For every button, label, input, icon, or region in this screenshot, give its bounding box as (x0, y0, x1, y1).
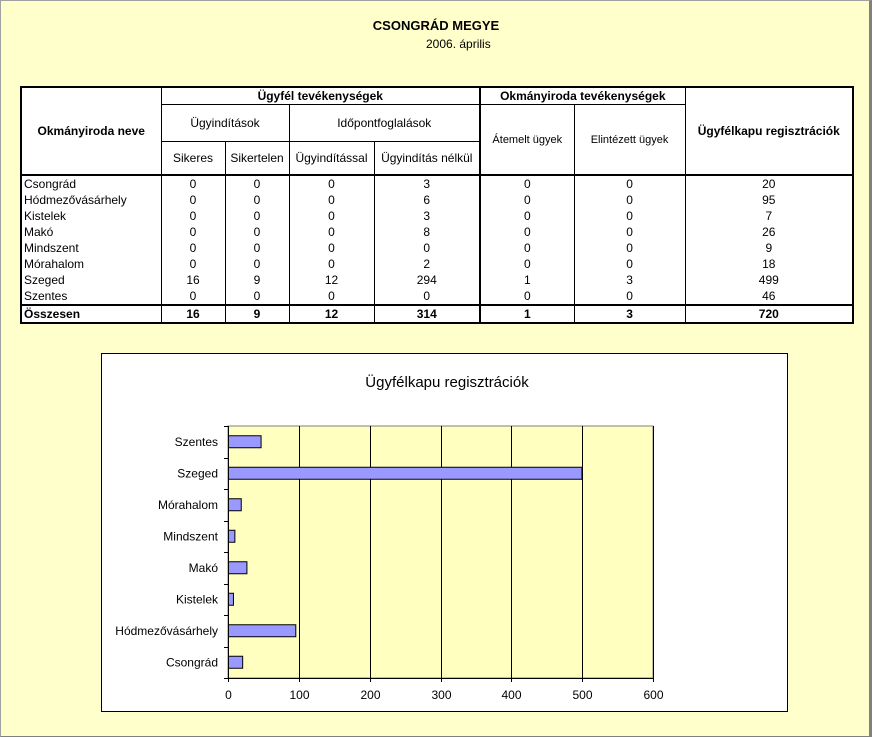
plot-area (228, 426, 653, 678)
value-cell: 0 (225, 224, 289, 240)
value-cell: 0 (161, 240, 225, 256)
value-cell: 0 (289, 256, 374, 272)
office-name-cell: Szentes (21, 288, 161, 305)
header-fail: Sikertelen (225, 142, 289, 176)
y-tick-label: Szentes (174, 434, 218, 449)
table-row (21, 224, 853, 240)
table-row (21, 272, 853, 288)
header-processed: Elintézett ügyek (574, 105, 685, 176)
value-cell: 9 (685, 240, 853, 256)
header-office-name: Okmányiroda neve (21, 87, 161, 175)
value-cell: 0 (289, 175, 374, 192)
value-cell: 0 (161, 208, 225, 224)
value-cell: 0 (161, 256, 225, 272)
bar (229, 562, 247, 574)
value-cell: 0 (289, 240, 374, 256)
value-cell: 0 (225, 192, 289, 208)
value-cell: 0 (480, 240, 574, 256)
value-cell: 314 (374, 305, 480, 323)
table-row (21, 288, 853, 305)
value-cell: 0 (374, 240, 480, 256)
value-cell: 0 (225, 288, 289, 305)
value-cell: 7 (685, 208, 853, 224)
bar (229, 436, 262, 448)
value-cell: 499 (685, 272, 853, 288)
y-tick-label: Hódmezővásárhely (115, 623, 218, 638)
page-subtitle: 2006. április (426, 37, 491, 51)
value-cell: 0 (161, 192, 225, 208)
value-cell: 9 (225, 305, 289, 323)
office-name-cell: Makó (21, 224, 161, 240)
table-row (21, 175, 853, 192)
header-appointments: Időpontfoglalások (289, 105, 480, 142)
value-cell: 0 (574, 192, 685, 208)
header-office-activities: Okmányiroda tevékenységek (480, 87, 685, 105)
y-tick-label: Mindszent (163, 529, 218, 544)
value-cell: 0 (225, 175, 289, 192)
bar (229, 530, 235, 542)
value-cell: 720 (685, 305, 853, 323)
bar (229, 467, 582, 479)
x-tick-label: 400 (501, 688, 522, 702)
office-name-cell: Mindszent (21, 240, 161, 256)
table-row (21, 192, 853, 208)
value-cell: 95 (685, 192, 853, 208)
y-tick-label: Mórahalom (157, 497, 218, 512)
value-cell: 18 (685, 256, 853, 272)
value-cell: 1 (480, 272, 574, 288)
value-cell: 9 (225, 272, 289, 288)
bar (229, 499, 242, 511)
header-transferred: Átemelt ügyek (480, 105, 574, 176)
y-tick-label: Makó (188, 560, 218, 575)
value-cell: 0 (161, 175, 225, 192)
bar (229, 656, 243, 668)
header-with-init: Ügyindítással (289, 142, 374, 176)
value-cell: 16 (161, 305, 225, 323)
table-row (21, 256, 853, 272)
header-without-init: Ügyindítás nélkül (374, 142, 480, 176)
value-cell: 0 (289, 224, 374, 240)
office-name-cell: Hódmezővásárhely (21, 192, 161, 208)
table-row (21, 240, 853, 256)
value-cell: 0 (574, 288, 685, 305)
value-cell: 0 (480, 192, 574, 208)
y-tick-label: Szeged (177, 466, 218, 481)
value-cell: 0 (574, 175, 685, 192)
office-name-cell: Kistelek (21, 208, 161, 224)
value-cell: 0 (161, 288, 225, 305)
page-title: CSONGRÁD MEGYE (372, 18, 500, 33)
x-tick-label: 300 (431, 688, 452, 702)
value-cell: 0 (480, 288, 574, 305)
chart-title: Ügyfélkapu regisztrációk (365, 374, 529, 391)
office-name-cell: Összesen (21, 305, 161, 323)
value-cell: 0 (480, 208, 574, 224)
value-cell: 1 (480, 305, 574, 323)
office-name-cell: Szeged (21, 272, 161, 288)
value-cell: 3 (374, 208, 480, 224)
value-cell: 2 (374, 256, 480, 272)
value-cell: 0 (480, 175, 574, 192)
value-cell: 0 (574, 224, 685, 240)
value-cell: 294 (374, 272, 480, 288)
header-registrations: Ügyfélkapu regisztrációk (685, 87, 853, 175)
y-tick-label: Kistelek (175, 592, 218, 607)
bar (229, 625, 296, 637)
registrations-chart (101, 353, 788, 712)
value-cell: 0 (574, 240, 685, 256)
x-tick-label: 100 (289, 688, 310, 702)
x-tick-label: 0 (225, 688, 232, 702)
value-cell: 46 (685, 288, 853, 305)
value-cell: 12 (289, 272, 374, 288)
office-name-cell: Mórahalom (21, 256, 161, 272)
value-cell: 8 (374, 224, 480, 240)
table-total-row (21, 305, 853, 323)
value-cell: 0 (225, 256, 289, 272)
chart-svg (102, 354, 787, 711)
x-tick-label: 600 (643, 688, 664, 702)
value-cell: 12 (289, 305, 374, 323)
value-cell: 0 (161, 224, 225, 240)
value-cell: 0 (225, 240, 289, 256)
office-name-cell: Csongrád (21, 175, 161, 192)
value-cell: 16 (161, 272, 225, 288)
value-cell: 3 (574, 272, 685, 288)
y-tick-label: Csongrád (165, 655, 218, 670)
value-cell: 0 (480, 224, 574, 240)
x-tick-label: 200 (360, 688, 381, 702)
value-cell: 0 (289, 192, 374, 208)
value-cell: 3 (574, 305, 685, 323)
value-cell: 0 (225, 208, 289, 224)
value-cell: 0 (289, 288, 374, 305)
value-cell: 0 (289, 208, 374, 224)
value-cell: 26 (685, 224, 853, 240)
value-cell: 3 (374, 175, 480, 192)
value-cell: 0 (480, 256, 574, 272)
value-cell: 6 (374, 192, 480, 208)
value-cell: 0 (574, 256, 685, 272)
header-success: Sikeres (161, 142, 225, 176)
table-row (21, 208, 853, 224)
x-tick-label: 500 (572, 688, 593, 702)
value-cell: 20 (685, 175, 853, 192)
value-cell: 0 (374, 288, 480, 305)
header-initiations: Ügyindítások (161, 105, 289, 142)
bar (229, 593, 234, 605)
office-statistics-table (20, 86, 854, 324)
header-client-activities: Ügyfél tevékenységek (161, 87, 480, 105)
value-cell: 0 (574, 208, 685, 224)
